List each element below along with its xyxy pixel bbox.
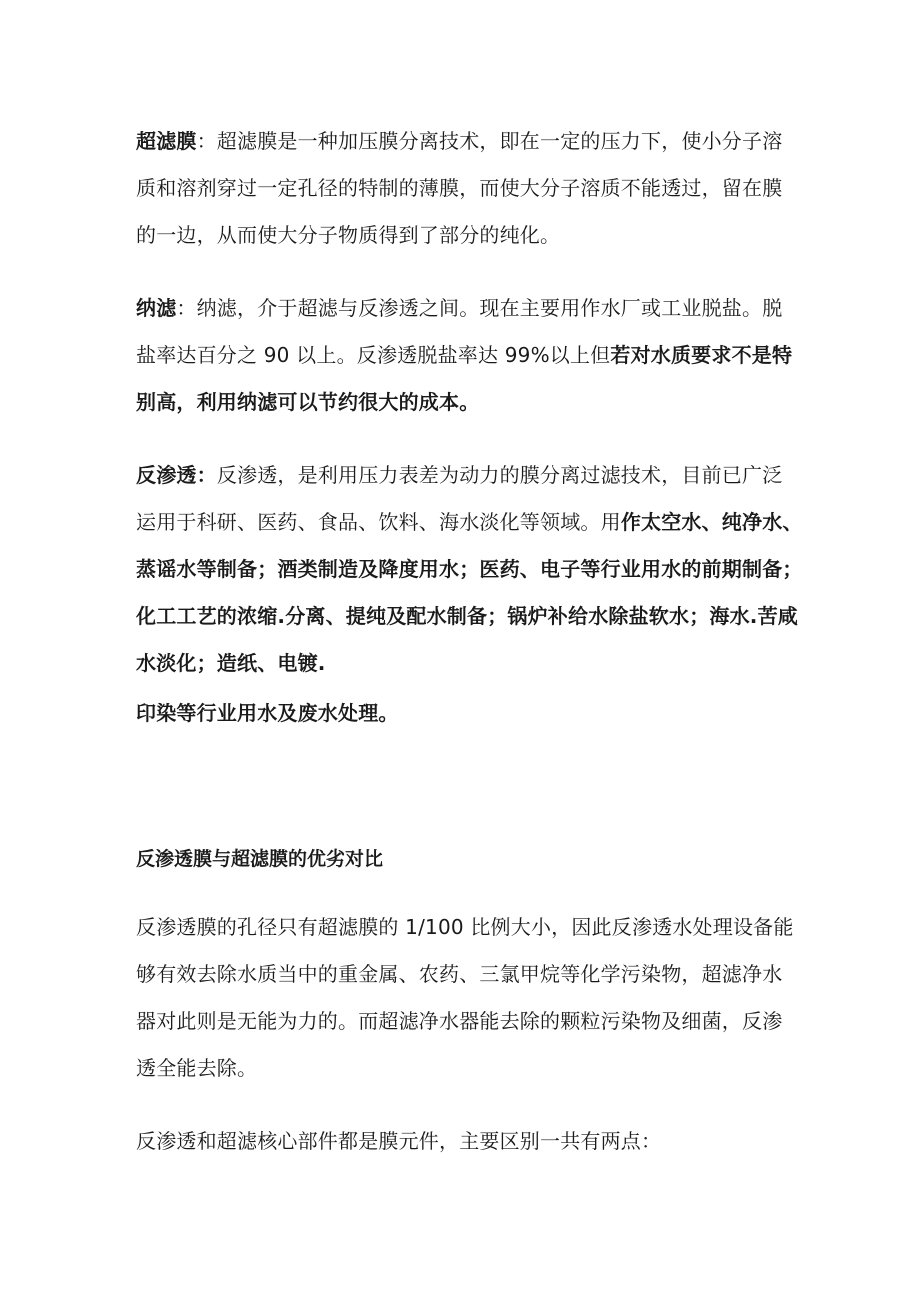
reverse-osmosis-line-4: 化工工艺的浓缩.分离、提纯及配水制备；锅炉补给水除盐软水；海水.苦咸 — [136, 604, 798, 628]
ultrafiltration-line-3: 的一边，从而使大分子物质得到了部分的纯化。 — [136, 223, 561, 247]
comparison-p1-line-3: 器对此则是无能为力的。而超滤净水器能去除的颗粒污染物及细菌，反渗 — [136, 1009, 783, 1033]
nanofiltration-line-3: 别高，利用纳滤可以节约很大的成本。 — [136, 390, 480, 414]
ultrafiltration-term: 超滤膜 — [136, 129, 197, 153]
reverse-osmosis-term: 反渗透： — [136, 463, 217, 487]
comparison-paragraph-1 — [136, 904, 796, 1092]
ultrafiltration-line-2: 质和溶剂穿过一定孔径的特制的薄膜，而使大分子溶质不能透过，留在膜 — [136, 176, 783, 200]
reverse-osmosis-line-1: 反渗透：反渗透，是利用压力表差为动力的膜分离过滤技术，目前已广泛 — [136, 463, 783, 487]
nanofiltration-term: 纳滤 — [136, 296, 177, 320]
comparison-p1-line-1: 反渗透膜的孔径只有超滤膜的 1/100 比例大小，因此反渗透水处理设备能 — [136, 915, 794, 939]
comparison-p2-line-1: 反渗透和超滤核心部件都是膜元件，主要区别一共有两点： — [136, 1129, 662, 1153]
ultrafiltration-line-1: 超滤膜：超滤膜是一种加压膜分离技术，即在一定的压力下，使小分子溶 — [136, 129, 783, 153]
reverse-osmosis-paragraph — [136, 452, 803, 687]
comparison-heading: 反渗透膜与超滤膜的优劣对比 — [136, 848, 384, 870]
comparison-p1-line-2: 够有效去除水质当中的重金属、农药、三氯甲烷等化学污染物，超滤净水 — [136, 962, 783, 986]
nanofiltration-paragraph — [136, 285, 796, 426]
comparison-p1-line-4: 透全能去除。 — [136, 1056, 258, 1080]
comparison-paragraph-2 — [136, 1118, 796, 1165]
reverse-osmosis-line-6: 印染等行业用水及废水处理。 — [136, 701, 399, 725]
reverse-osmosis-tail — [136, 693, 796, 733]
nanofiltration-line-1: 纳滤：纳滤，介于超滤与反渗透之间。现在主要用作水厂或工业脱盐。脱 — [136, 296, 783, 320]
reverse-osmosis-line-2: 运用于科研、医药、食品、饮料、海水淡化等领域。用作太空水、纯净水、 — [136, 510, 803, 534]
nanofiltration-line-2: 盐率达百分之 90 以上。反渗透脱盐率达 99%以上但若对水质要求不是特 — [136, 343, 793, 367]
reverse-osmosis-line-3: 蒸谣水等制备；酒类制造及降度用水；医药、电子等行业用水的前期制备； — [136, 557, 803, 581]
ultrafiltration-paragraph — [136, 118, 796, 259]
reverse-osmosis-line-5: 水淡化；造纸、电镀. — [136, 651, 326, 675]
